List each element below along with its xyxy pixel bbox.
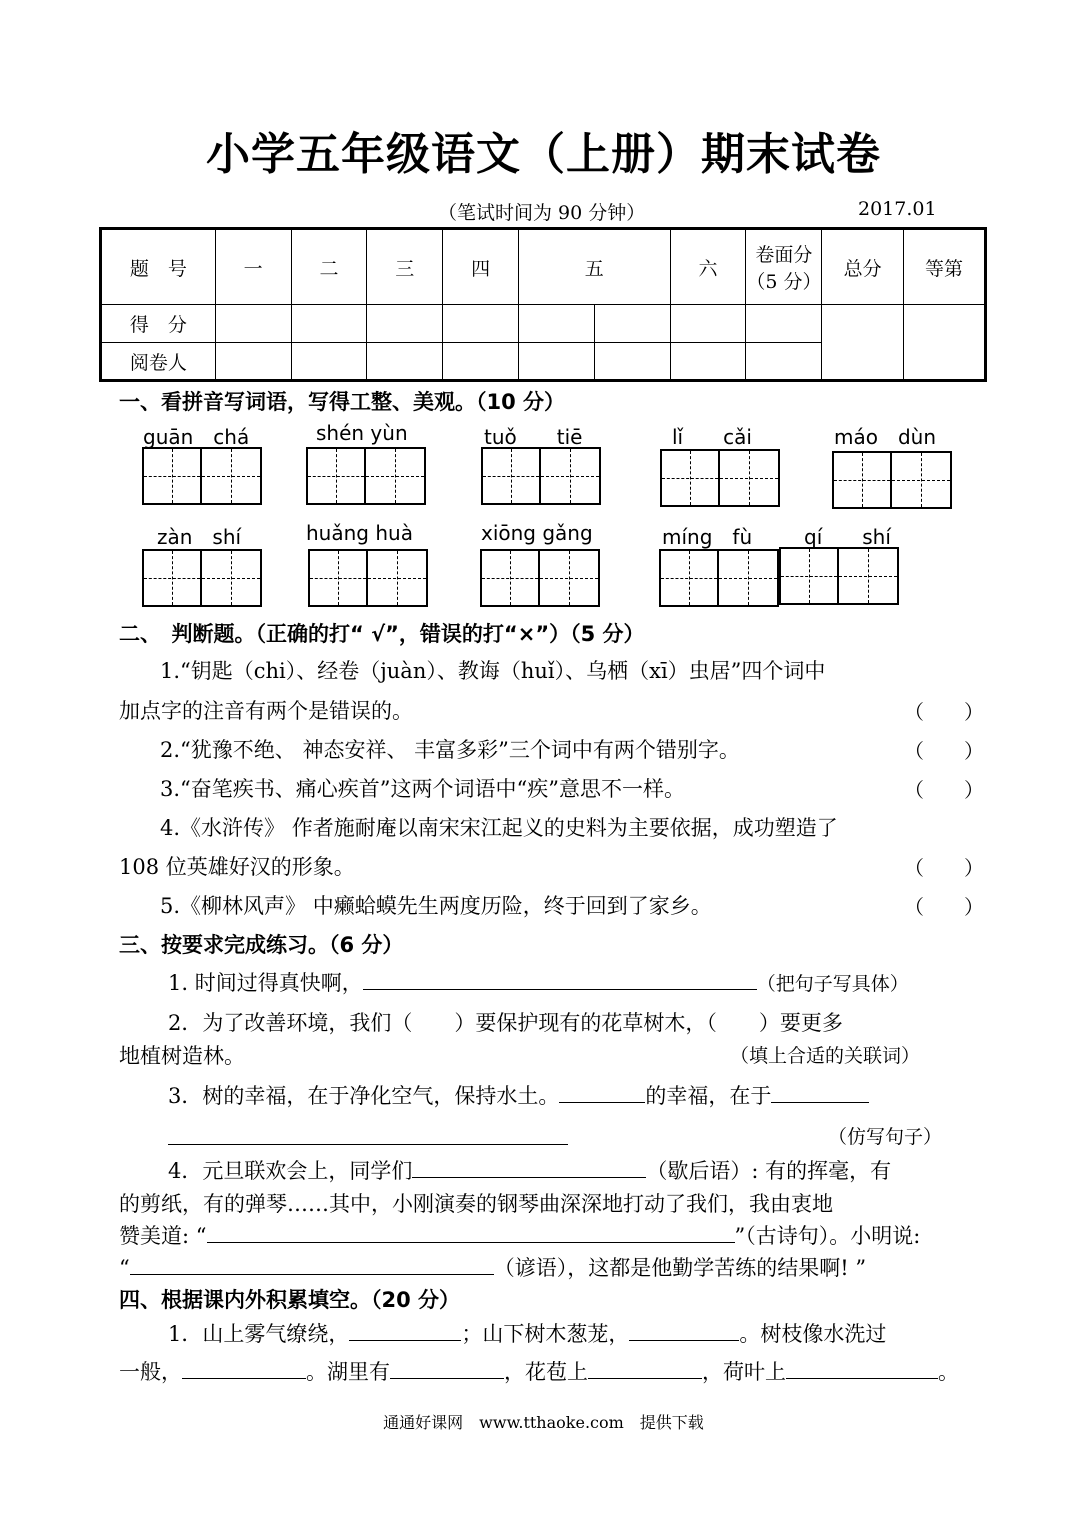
q4-1-text-d: 一般， [119, 1360, 182, 1384]
section-4-heading: 四、根据课内外积累填空。（20 分） [119, 1288, 461, 1312]
judge-item-2: 2.“犹豫不绝、 神态安祥、 丰富多彩”三个词中有两个错别字。 [160, 738, 740, 762]
col-5: 五 [519, 229, 671, 305]
judge-item-3: 3.“奋笔疾书、痛心疾首”这两个词语中“疾”意思不一样。 [160, 777, 685, 801]
pinyin-6: zàn shí [157, 525, 242, 549]
q3-1-blank[interactable] [363, 967, 757, 990]
writing-grid-8[interactable] [480, 549, 600, 607]
col-3: 三 [367, 229, 443, 305]
q4-1-text-e: 。湖里有 [306, 1360, 390, 1384]
q3-3-blank-a[interactable] [559, 1080, 645, 1103]
page-title: 小学五年级语文（上册）期末试卷 [206, 129, 881, 180]
pinyin-4: lǐ cǎi [672, 425, 752, 449]
row-label-grader: 阅卷人 [101, 343, 216, 381]
judge-item-1a: 1.“钥匙（chi）、经卷（juàn）、教诲（huǐ）、乌栖（xī）虫居”四个词中 [160, 659, 826, 683]
col-6: 六 [670, 229, 746, 305]
section-1-heading: 一、看拼音写词语，写得工整、美观。（10 分） [119, 390, 566, 414]
q4-1-text-g: ，荷叶上 [702, 1360, 786, 1384]
q3-3-text-b: 的幸福，在于 [645, 1084, 772, 1108]
row-label-question: 题 号 [101, 229, 216, 305]
pinyin-5: máo dùn [834, 425, 937, 449]
q3-4-blank-c[interactable] [130, 1252, 494, 1275]
answer-paren-2[interactable]: （ ） [904, 739, 984, 763]
q3-4-text-f: “ [119, 1256, 130, 1280]
q4-1-blank-a[interactable] [349, 1318, 461, 1341]
q3-3-blank-c[interactable] [168, 1144, 568, 1145]
col-surface-label: 卷面分 [755, 244, 813, 266]
q3-1-hint: （把句子写具体） [756, 973, 909, 995]
col-4: 四 [443, 229, 519, 305]
judge-item-4a: 4.《水浒传》 作者施耐庵以南宋宋江起义的史料为主要依据，成功塑造了 [160, 816, 838, 840]
writing-grid-4[interactable] [660, 449, 780, 507]
writing-grid-7[interactable] [308, 549, 428, 607]
q3-2-text-a: 2．为了改善环境，我们（ ）要保护现有的花草树木，（ ）要更多 [168, 1011, 843, 1035]
q4-1-text-h: 。 [938, 1360, 959, 1384]
q4-1-blank-c[interactable] [182, 1356, 306, 1379]
writing-grid-2[interactable] [306, 447, 426, 505]
q3-2-hint: （填上合适的关联词） [730, 1045, 921, 1067]
judge-item-1b: 加点字的注音有两个是错误的。 [119, 699, 413, 723]
q3-4-text-e: ”（古诗句）。小明说: [734, 1224, 921, 1248]
q3-1-text: 1. 时间过得真快啊， [168, 971, 363, 995]
row-label-score: 得 分 [101, 305, 216, 343]
q3-2-text-b: 地植树造林。 [119, 1044, 245, 1068]
footer-credit: 通通好课网 www.tthaoke.com 提供下载 [383, 1413, 704, 1432]
answer-paren-4[interactable]: （ ） [904, 856, 984, 880]
col-1: 一 [215, 229, 291, 305]
writing-grid-1[interactable] [142, 447, 262, 505]
q3-3-blank-b[interactable] [771, 1080, 869, 1103]
col-grade: 等第 [904, 229, 986, 305]
pinyin-10: qí shí [804, 525, 891, 549]
total-cell [822, 305, 904, 381]
q3-4-text-g: （谚语），这都是他勤学苦练的结果啊! ” [493, 1256, 867, 1280]
q3-4-blank-a[interactable] [412, 1155, 646, 1178]
answer-paren-1[interactable]: （ ） [904, 700, 984, 724]
q3-3-hint: （仿写句子） [828, 1126, 943, 1148]
q4-1-blank-f[interactable] [786, 1356, 938, 1379]
q3-4-text-a: 4．元旦联欢会上，同学们 [168, 1159, 413, 1183]
col-total: 总分 [822, 229, 904, 305]
writing-grid-6[interactable] [142, 549, 262, 607]
writing-grid-3[interactable] [481, 447, 601, 505]
answer-paren-5[interactable]: （ ） [904, 895, 984, 919]
q4-1-text-c: 。树枝像水洗过 [739, 1322, 887, 1346]
col-2: 二 [291, 229, 367, 305]
pinyin-1: guān chá [143, 425, 250, 449]
pinyin-2: shén yùn [316, 421, 408, 445]
score-table [99, 227, 987, 382]
q4-1-text-a: 1．山上雾气缭绕， [168, 1322, 350, 1346]
q3-4-blank-b[interactable] [207, 1220, 735, 1243]
writing-grid-9[interactable] [659, 549, 779, 607]
section-2-heading: 二、 判断题。（正确的打“ √”，错误的打“×”）（5 分） [119, 622, 645, 646]
exam-date: 2017.01 [858, 198, 937, 220]
q3-4-text-d: 赞美道: “ [119, 1224, 207, 1248]
pinyin-3: tuǒ tiē [484, 425, 583, 449]
q4-1-text-f: ，花苞上 [504, 1360, 588, 1384]
col-surface [746, 229, 822, 305]
q3-4-text-b: （歇后语）: 有的挥毫，有 [646, 1159, 892, 1183]
q4-1-text-b: ；山下树木葱茏， [461, 1322, 630, 1346]
pinyin-7: huǎng huà [306, 521, 413, 545]
writing-grid-10[interactable] [779, 547, 899, 605]
q3-3-text-a: 3．树的幸福，在于净化空气，保持水土。 [168, 1084, 560, 1108]
q4-1-blank-b[interactable] [629, 1318, 739, 1341]
grade-cell [904, 305, 986, 381]
q4-1-blank-d[interactable] [390, 1356, 504, 1379]
judge-item-4b: 108 位英雄好汉的形象。 [119, 855, 355, 879]
answer-paren-3[interactable]: （ ） [904, 778, 984, 802]
pinyin-9: míng fù [662, 525, 753, 549]
col-surface-points: （5 分） [746, 271, 822, 293]
exam-duration: （笔试时间为 90 分钟） [438, 202, 646, 224]
q3-4-text-c: 的剪纸，有的弹琴……其中，小刚演奏的钢琴曲深深地打动了我们，我由衷地 [119, 1192, 833, 1216]
section-3-heading: 三、按要求完成练习。（6 分） [119, 933, 404, 957]
pinyin-8: xiōng gǎng [481, 521, 593, 545]
q4-1-blank-e[interactable] [588, 1356, 702, 1379]
writing-grid-5[interactable] [832, 451, 952, 509]
judge-item-5: 5.《柳林风声》 中癞蛤蟆先生两度历险，终于回到了家乡。 [160, 894, 712, 918]
